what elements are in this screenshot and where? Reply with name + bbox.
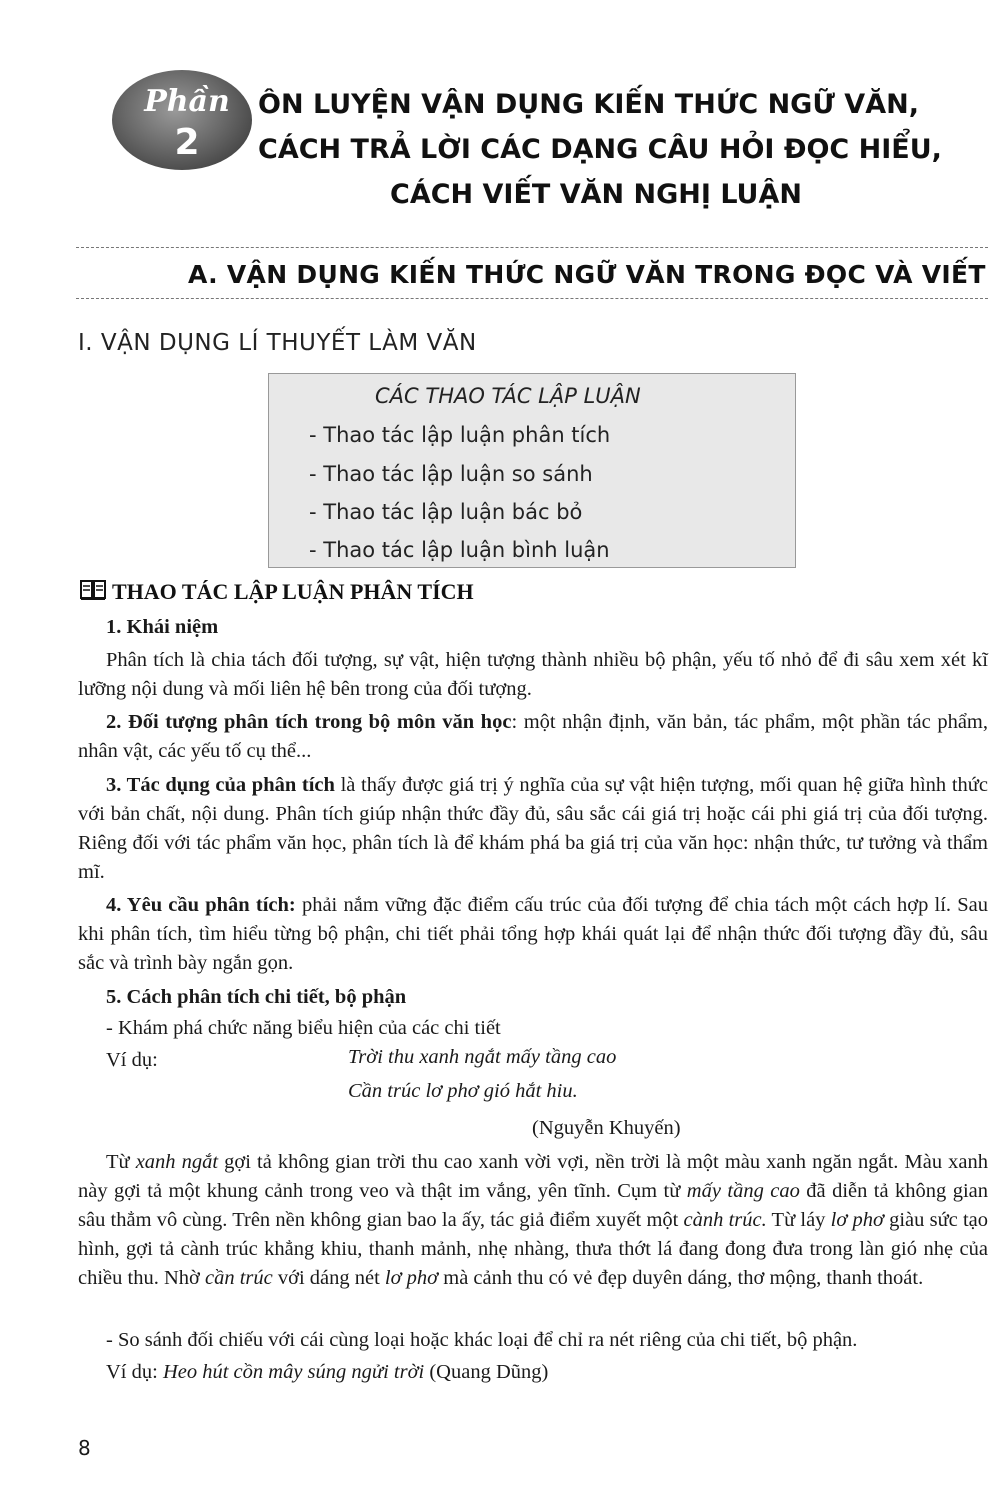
box-title: CÁC THAO TÁC LẬP LUẬN [375, 384, 641, 408]
part-title-line-1: ÔN LUYỆN VẬN DỤNG KIẾN THỨC NGỮ VĂN, [258, 89, 919, 120]
box-item: - Thao tác lập luận phân tích [309, 423, 611, 447]
part-badge [112, 70, 252, 170]
section-title: A. VẬN DỤNG KIẾN THỨC NGỮ VĂN TRONG ĐỌC VÀ VIẾT [188, 260, 986, 289]
poem-author: (Nguyễn Khuyến) [532, 1117, 681, 1139]
p4-text: 4. Yêu cầu phân tích: phải nắm vững đặc điểm cấu trúc của đối tượng để chia tách một cách hợp lí. Sau khi phân tích, tìm hiểu từng bộ phận, chi tiết phải tổng hợp khái quát lại để nhận thức đối tượng đầy đủ, sâu sắc và trình bày ngắn gọn. [78, 894, 988, 974]
example-2: Ví dụ: Heo hút cồn mây súng ngửi trời (Quang Dũng) [106, 1361, 549, 1383]
p5-subpoint: - Khám phá chức năng biểu hiện của các chi tiết [106, 1017, 501, 1039]
subsection-title: I. VẬN DỤNG LÍ THUYẾT LÀM VĂN [78, 330, 477, 356]
p2-text: 2. Đối tượng phân tích trong bộ môn văn học: một nhận định, văn bản, tác phẩm, một phần tác phẩm, nhân vật, các yếu tố cụ thể... [78, 711, 988, 762]
p3-text: 3. Tác dụng của phân tích là thấy được giá trị ý nghĩa của sự vật hiện tượng, mối quan hệ giữa hình thức với bản chất, nội dung. Phân tích giúp nhận thức đầy đủ, sâu sắc cái giá trị hoặc cái phi giá trị của đối tượng. Riêng đối với tác phẩm văn học, phân tích là để khám phá ba giá trị của văn học: nhận thức, tư tưởng và thẩm mĩ. [78, 774, 988, 883]
p5-heading: 5. Cách phân tích chi tiết, bộ phận [106, 986, 407, 1008]
part-title-line-2: CÁCH TRẢ LỜI CÁC DẠNG CÂU HỎI ĐỌC HIỂU, [258, 134, 942, 165]
p1-heading: 1. Khái niệm [106, 616, 219, 638]
example-label: Ví dụ: [106, 1049, 158, 1071]
part-title [258, 82, 958, 217]
part-badge-word: Phần [144, 84, 230, 119]
poem-line-2: Cần trúc lơ phơ gió hắt hiu. [348, 1080, 578, 1102]
book-icon [80, 579, 106, 607]
compare-text: - So sánh đối chiếu với cái cùng loại hoặc khác loại để chỉ ra nét riêng của chi tiết, bộ phận. [106, 1329, 858, 1351]
box-item: - Thao tác lập luận so sánh [309, 462, 593, 486]
page-number: 8 [78, 1436, 91, 1460]
box-item: - Thao tác lập luận bác bỏ [309, 500, 583, 524]
p1-text: Phân tích là chia tách đối tượng, sự vật, hiện tượng thành nhiều bộ phận, yếu tố nhỏ để đi sâu xem xét kĩ lưỡng nội dung và mối liên hệ bên trong của đối tượng. [78, 649, 988, 700]
heading-text: THAO TÁC LẬP LUẬN PHÂN TÍCH [112, 579, 474, 604]
poem-analysis: Từ xanh ngắt gợi tả không gian trời thu cao xanh vời vợi, nền trời là một màu xanh ngăn ngắt. Màu xanh này gợi tả một khung cảnh trong veo và thật im vắng, yên tĩnh. Cụm từ mấy tầng cao đã diễn tả không gian sâu thẳm vô cùng. Trên nền không gian bao la ấy, tác giả điểm xuyết một cành trúc. Từ láy lơ phơ giàu sức tạo hình, gợi tả cành trúc khẳng khiu, thanh mảnh, nhẹ nhàng, thưa thớt lá đang đong đưa trong làn gió nhẹ của chiều thu. Nhờ cần trúc với dáng nét lơ phơ mà cảnh thu có vẻ đẹp duyên dáng, thơ mộng, thanh thoát. [78, 1151, 989, 1289]
box-item: - Thao tác lập luận bình luận [309, 538, 610, 562]
heading-analysis [80, 579, 474, 607]
part-title-line-3: CÁCH VIẾT VĂN NGHỊ LUẬN [390, 179, 802, 210]
part-badge-number: 2 [174, 122, 200, 163]
argument-types-box [268, 373, 796, 568]
poem-line-1: Trời thu xanh ngắt mấy tầng cao [348, 1046, 617, 1068]
